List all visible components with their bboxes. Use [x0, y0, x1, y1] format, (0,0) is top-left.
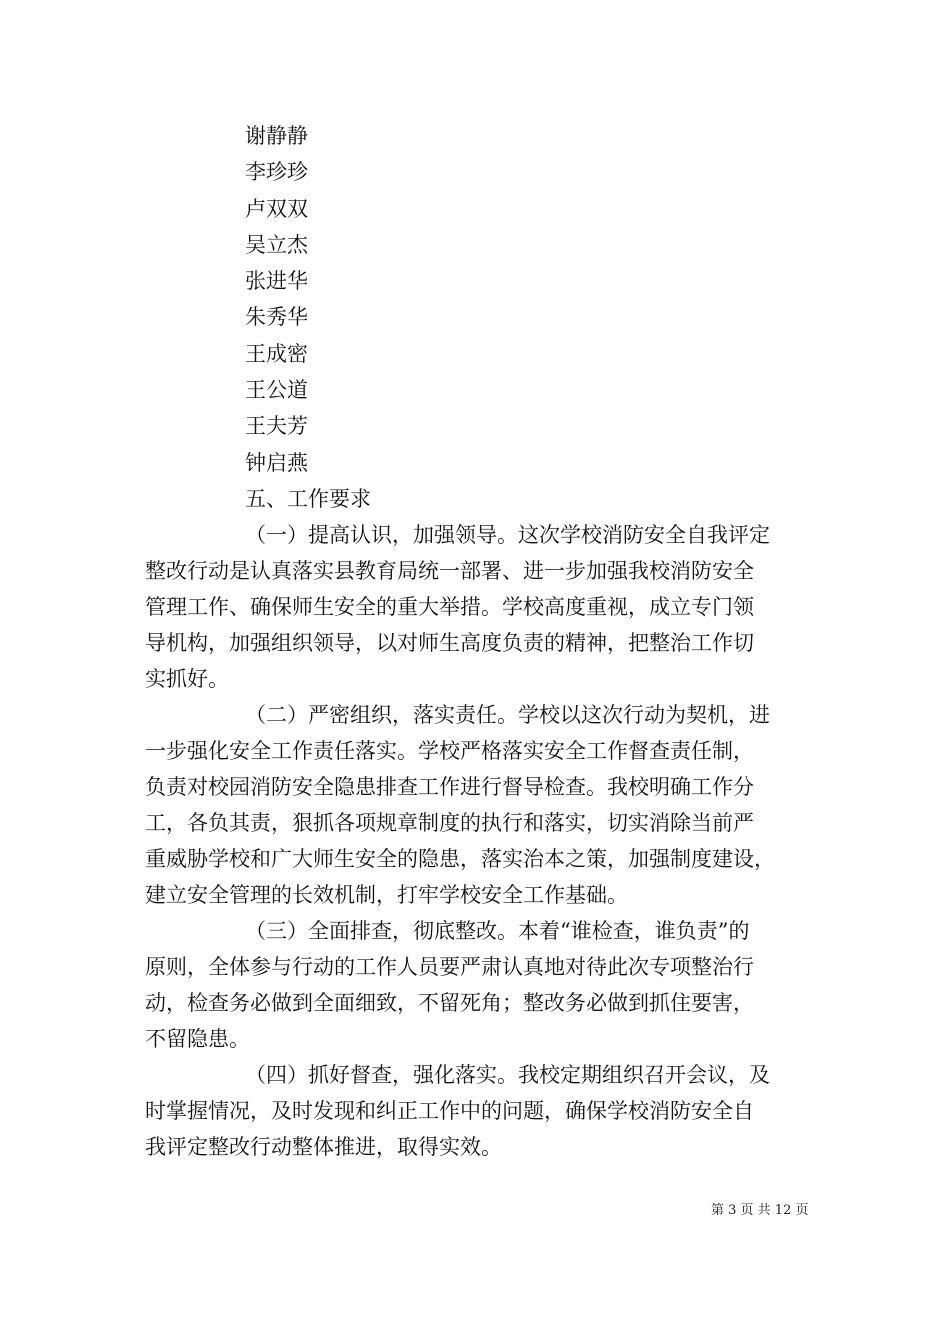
name-list [245, 118, 308, 481]
body-text [145, 517, 825, 1165]
name-item: 王成密 [245, 341, 308, 366]
name-item: 朱秀华 [245, 305, 308, 330]
paragraph-line: 工，各负其责，狠抓各项规章制度的执行和落实，切实消除当前严 [145, 811, 754, 835]
name-item: 谢静静 [245, 124, 308, 148]
paragraph-line: 不留隐患。 [145, 1027, 250, 1051]
section-heading: 五、工作要求 [245, 487, 371, 511]
name-item: 吴立杰 [245, 232, 308, 257]
paragraph-line: 一步强化安全工作责任落实。学校严格落实安全工作督查责任制， [145, 739, 754, 763]
name-item: 卢双双 [245, 196, 308, 221]
paragraph-line: 建立安全管理的长效机制，打牢学校安全工作基础。 [145, 883, 628, 907]
paragraph-2 [145, 697, 825, 913]
paragraph-line: 整改行动是认真落实县教育局统一部署、进一步加强我校消防安全 [145, 559, 754, 583]
paragraph-line: 时掌握情况，及时发现和纠正工作中的问题，确保学校消防安全自 [145, 1099, 754, 1123]
paragraph-4 [145, 1057, 825, 1165]
paragraph-1 [145, 517, 825, 697]
paragraph-line: 负责对校园消防安全隐患排查工作进行督导检查。我校明确工作分 [145, 775, 754, 799]
paragraph-line: 管理工作、确保师生安全的重大举措。学校高度重视，成立专门领 [145, 595, 754, 619]
name-item: 张进华 [245, 269, 308, 294]
name-item: 王公道 [245, 378, 308, 403]
paragraph-line: （一）提高认识，加强领导。这次学校消防安全自我评定 [245, 523, 770, 547]
paragraph-line: 原则，全体参与行动的工作人员要严肃认真地对待此次专项整治行 [145, 955, 754, 979]
name-item: 王夫芳 [245, 414, 308, 439]
paragraph-line: 导机构，加强组织领导，以对师生高度负责的精神，把整治工作切 [145, 631, 754, 655]
paragraph-line: 实抓好。 [145, 667, 229, 691]
paragraph-line: （三）全面排查，彻底整改。本着“谁检查，谁负责”的 [245, 919, 750, 943]
paragraph-3 [145, 913, 825, 1057]
name-item: 李珍珍 [245, 160, 308, 185]
page-number-footer: 第 3 页 共 12 页 [711, 1203, 809, 1218]
paragraph-line: （四）抓好督查，强化落实。我校定期组织召开会议，及 [245, 1063, 770, 1087]
paragraph-line: 重威胁学校和广大师生安全的隐患，落实治本之策，加强制度建设， [145, 847, 775, 871]
name-item: 钟启燕 [245, 450, 308, 475]
paragraph-line: 我评定整改行动整体推进，取得实效。 [145, 1135, 502, 1159]
paragraph-line: （二）严密组织，落实责任。学校以这次行动为契机，进 [245, 703, 770, 727]
paragraph-line: 动，检查务必做到全面细致，不留死角；整改务必做到抓住要害， [145, 991, 754, 1015]
